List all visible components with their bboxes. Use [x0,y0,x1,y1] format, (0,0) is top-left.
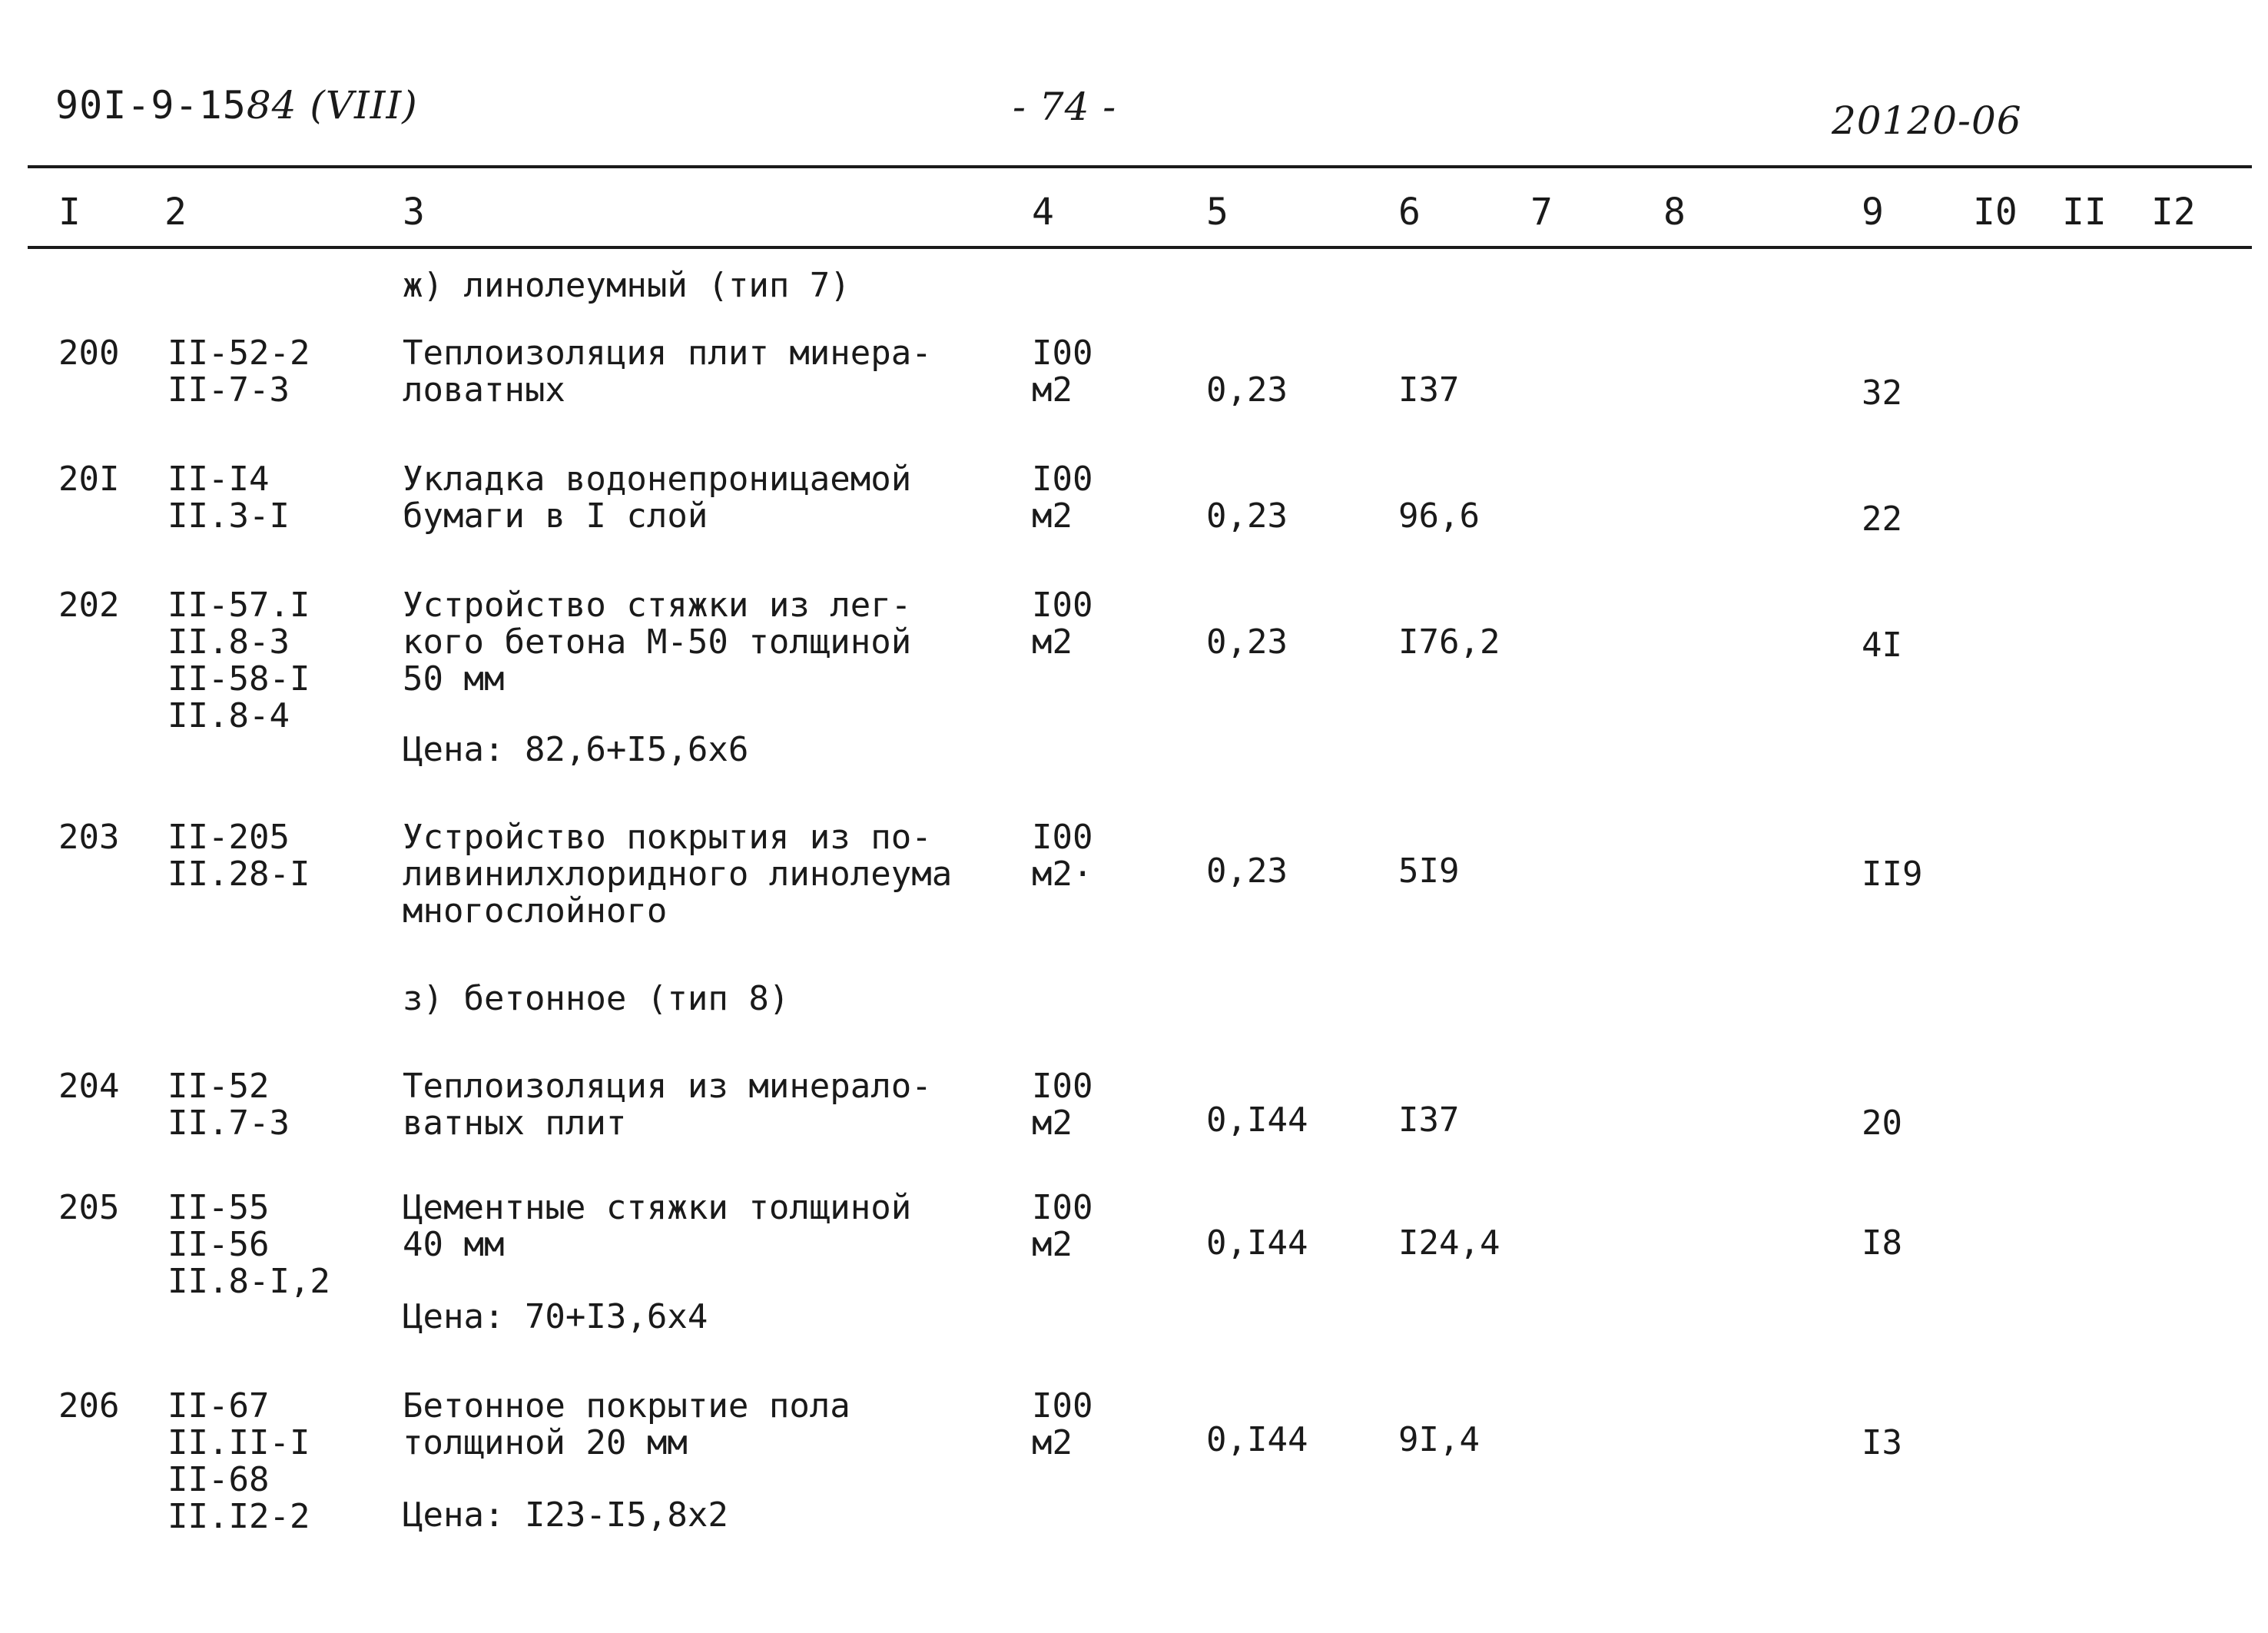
col-header-9: 9 [1862,191,1884,234]
quantity: 0,I44 [1206,1420,1308,1459]
unit-price: I37 [1398,370,1460,410]
quantity: 0,I44 [1206,1223,1308,1263]
doc-code-main: 90I-9-15 [55,83,247,128]
quantity: 0,23 [1206,496,1288,536]
work-description: Устройство стяжки из лег- кого бетона М-50 толщиной 50 мм [403,586,912,699]
unit-price: I76,2 [1398,622,1500,662]
work-description: Укладка водонепроницаемой бумаги в I слой [403,460,912,536]
section-title: ж) линолеумный (тип 7) [403,266,850,305]
row-number: 206 [58,1386,120,1426]
col-header-12: I2 [2151,191,2196,234]
row-number: 203 [58,818,120,857]
col-header-3: 3 [403,191,425,234]
quantity: 0,23 [1206,622,1288,662]
quantity: 0,23 [1206,851,1288,891]
unit: I00 м2 [1032,1188,1093,1264]
col-header-1: I [58,191,81,234]
row-number: 20I [58,460,120,499]
work-description: Бетонное покрытие пола толщиной 20 мм [403,1386,850,1462]
row-number: 204 [58,1067,120,1106]
work-description: Устройство покрытия из по- ливинилхлоридного линолеума многослойного [403,818,953,931]
section-title: з) бетонное (тип 8) [403,979,790,1018]
norm-code: II-205 II.28-I [167,818,310,894]
col-header-4: 4 [1032,191,1054,234]
price-note: Цена: 82,6+I5,6х6 [403,730,749,769]
top-rule [28,165,2252,168]
unit: I00 м2 [1032,460,1093,536]
work-description: Цементные стяжки толщиной 40 мм [403,1188,912,1264]
norm-code: II-52 II.7-3 [167,1067,290,1143]
row-number: 202 [58,586,120,625]
unit-price: I37 [1398,1100,1460,1140]
work-description: Теплоизоляция плит минера- ловатных [403,334,932,410]
col-header-7: 7 [1530,191,1553,234]
unit-price: 96,6 [1398,496,1480,536]
norm-code: II-52-2 II-7-3 [167,334,310,410]
row-number: 205 [58,1188,120,1227]
doc-code-suffix: 84 (VIII) [246,83,418,128]
page-number: - 74 - [1013,85,1117,129]
work-description: Теплоизоляция из минерало- ватных плит [403,1067,932,1143]
project-code: 20120-06 [1832,98,2022,143]
unit: I00 м2 [1032,1386,1093,1462]
quantity: 0,23 [1206,370,1288,410]
row-number: 200 [58,334,120,373]
total-cost: 22 [1862,500,1902,539]
total-cost: II9 [1862,855,1923,894]
total-cost: 4I [1862,626,1902,665]
price-note: Цена: I23-I5,8х2 [403,1495,728,1535]
col-header-10: I0 [1973,191,2018,234]
norm-code: II-I4 II.3-I [167,460,290,536]
column-header-rule [28,246,2252,249]
total-cost: I3 [1862,1423,1902,1462]
unit: I00 м2 [1032,586,1093,662]
price-note: Цена: 70+I3,6х4 [403,1297,708,1336]
col-header-8: 8 [1663,191,1686,234]
unit-price: 5I9 [1398,851,1460,891]
unit: I00 м2 [1032,334,1093,410]
norm-code: II-57.I II.8-3 II-58-I II.8-4 [167,586,310,735]
col-header-5: 5 [1206,191,1228,234]
quantity: 0,I44 [1206,1100,1308,1140]
norm-code: II-55 II-56 II.8-I,2 [167,1188,330,1301]
unit-price: I24,4 [1398,1223,1500,1263]
norm-code: II-67 II.II-I II-68 II.I2-2 [167,1386,310,1536]
total-cost: 32 [1862,373,1902,413]
col-header-6: 6 [1398,191,1421,234]
col-header-2: 2 [164,191,187,234]
unit-price: 9I,4 [1398,1420,1480,1459]
unit: I00 м2· [1032,818,1093,894]
doc-code [55,83,418,128]
unit: I00 м2 [1032,1067,1093,1143]
total-cost: I8 [1862,1223,1902,1263]
col-header-11: II [2062,191,2107,234]
total-cost: 20 [1862,1104,1902,1143]
